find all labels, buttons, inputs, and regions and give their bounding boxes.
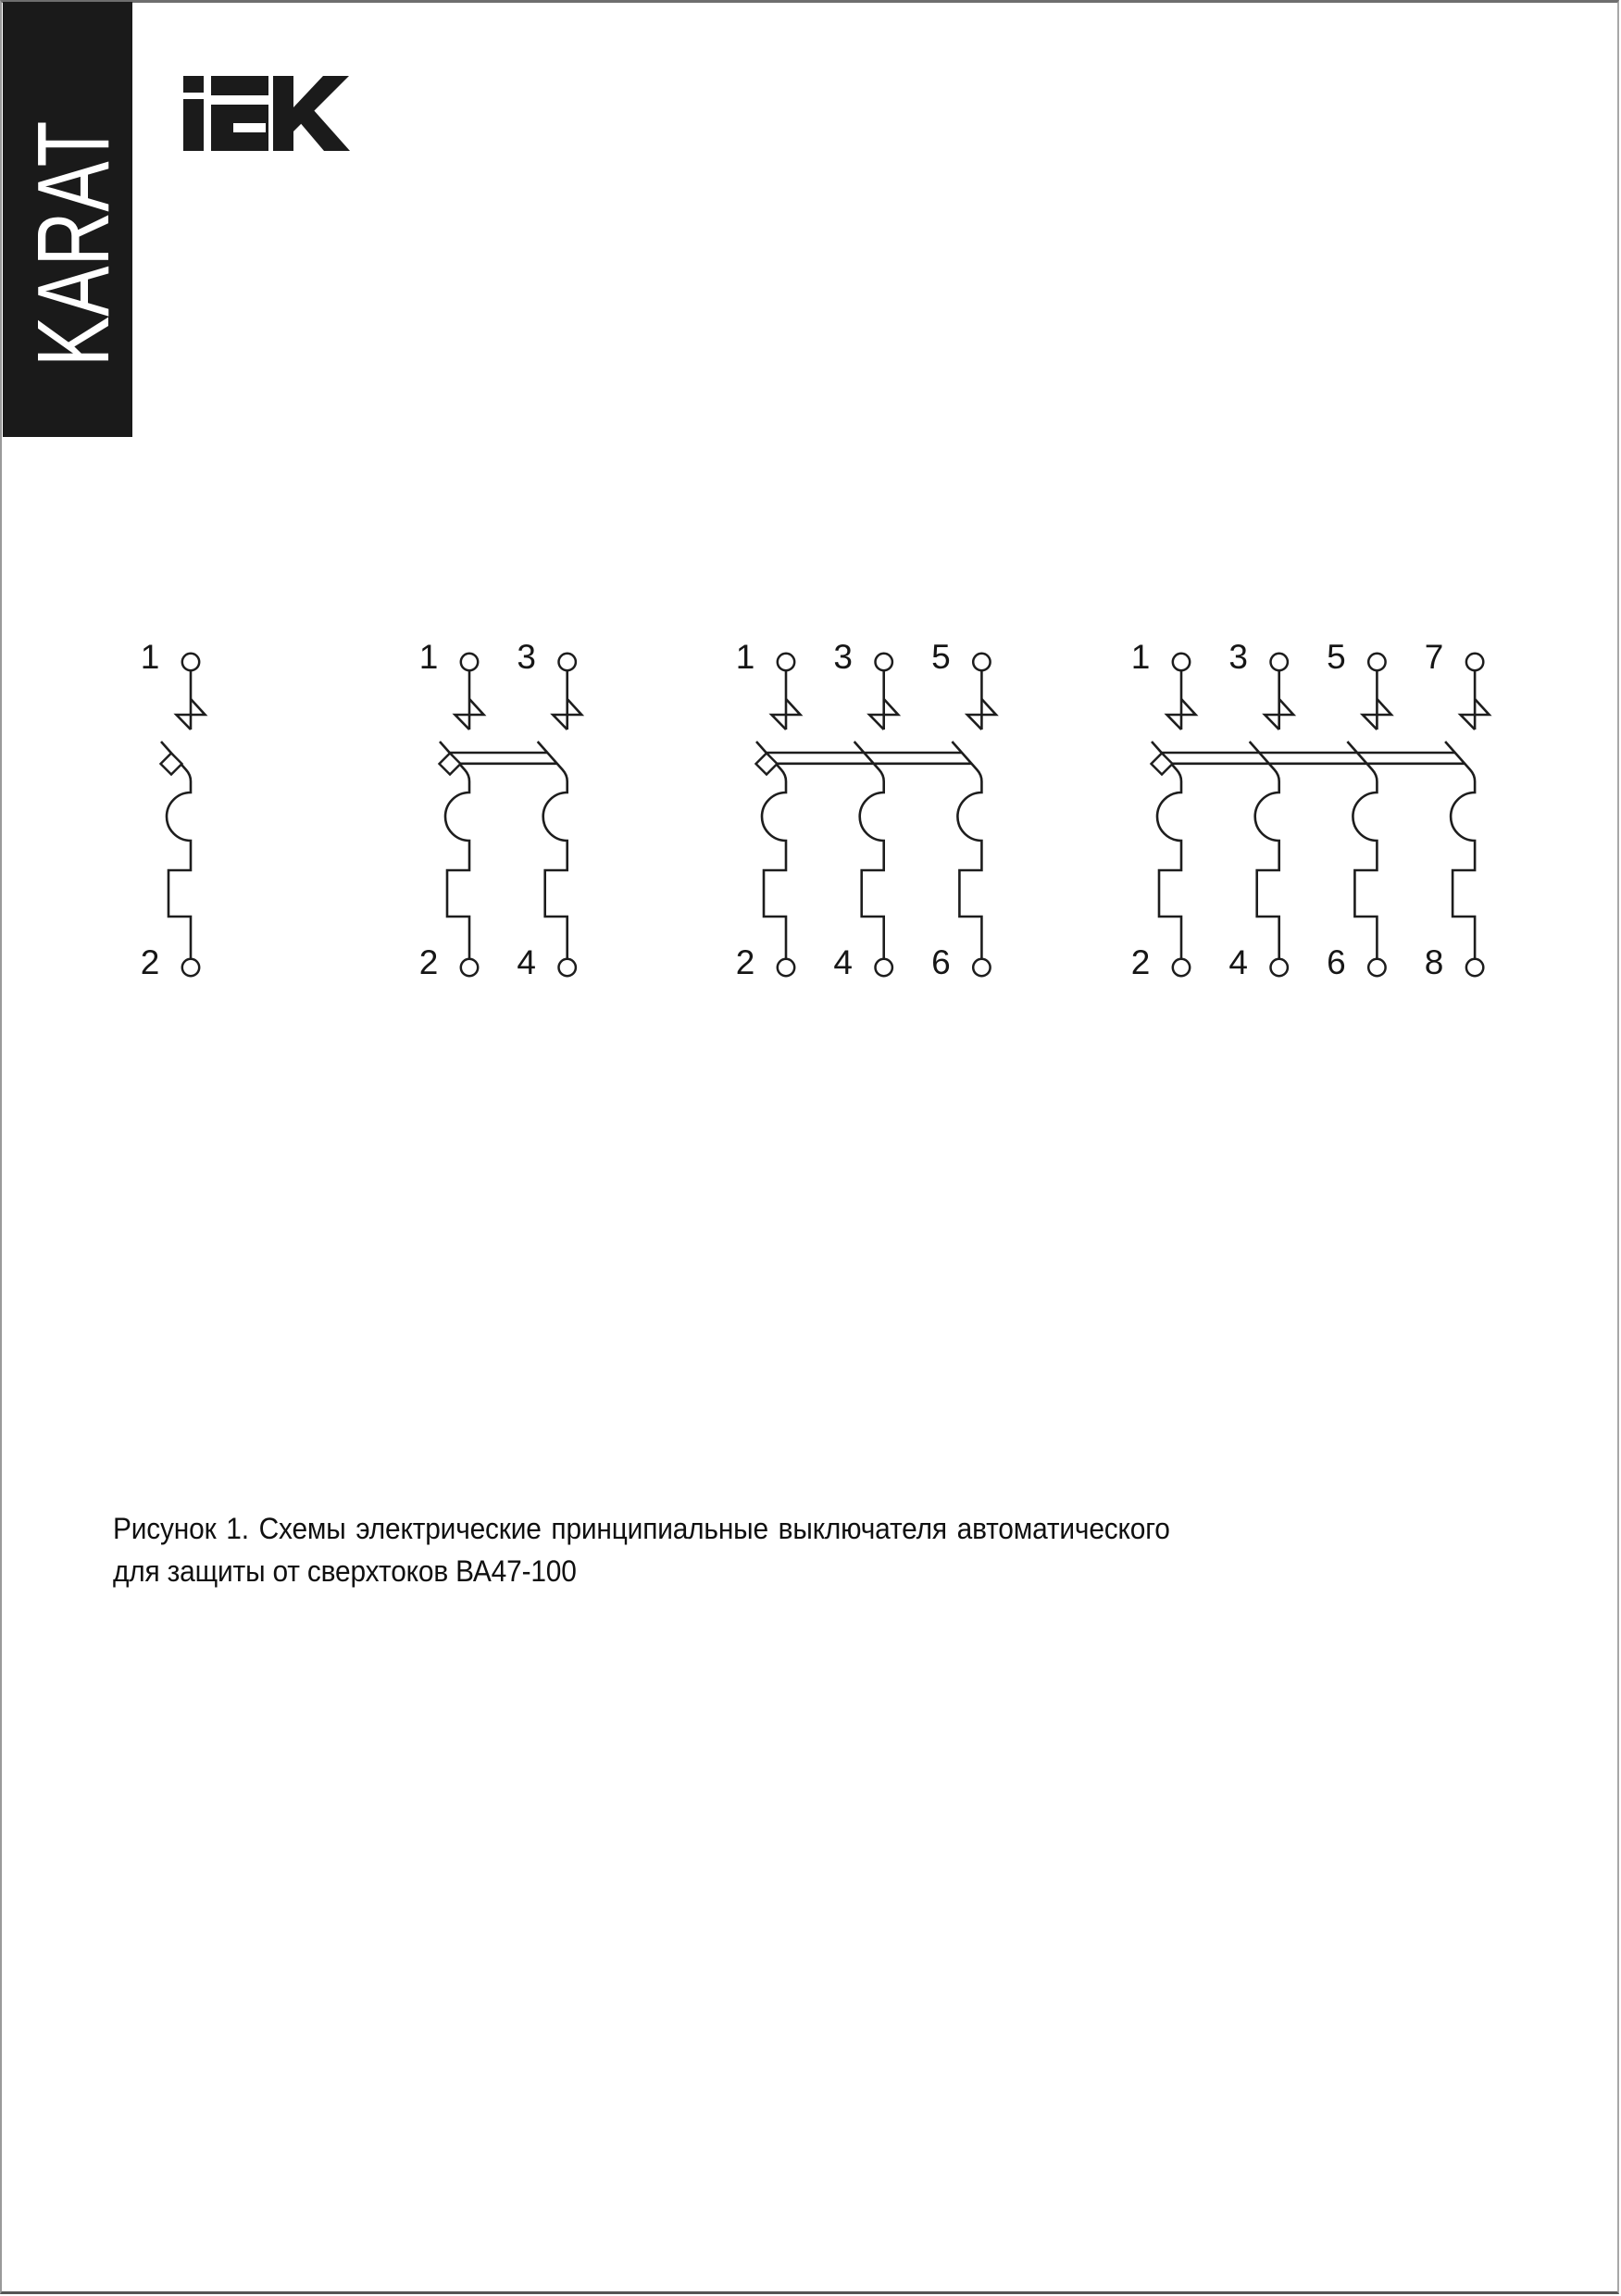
terminal-label-1: 1 — [1130, 638, 1151, 676]
breaker-function-square — [161, 754, 182, 775]
pole-3 — [931, 638, 996, 981]
diagram-3-pole — [736, 638, 996, 981]
pole-1 — [419, 638, 484, 981]
karat-banner-text: KARAT — [17, 120, 131, 367]
bottom-terminal-circle — [182, 959, 199, 976]
top-terminal-circle — [461, 654, 478, 670]
terminal-label-2: 2 — [418, 943, 439, 981]
iek-logo — [181, 72, 352, 156]
circuit-diagrams — [0, 574, 1621, 1037]
terminal-label-1: 1 — [735, 638, 755, 676]
terminal-label-7: 7 — [1424, 638, 1444, 676]
pole-4 — [1425, 638, 1490, 981]
contact-lever-and-release-body — [1250, 742, 1279, 959]
contact-lever-and-release-body — [756, 742, 786, 959]
pole-3 — [1327, 638, 1391, 981]
pole-2 — [1228, 638, 1293, 981]
figure-caption-line2: для защиты от сверхтоков ВА47-100 — [113, 1554, 577, 1588]
breaker-function-square — [440, 754, 461, 775]
top-terminal-circle — [559, 654, 576, 670]
terminal-label-2: 2 — [735, 943, 755, 981]
terminal-label-4: 4 — [833, 943, 853, 981]
top-terminal-circle — [1173, 654, 1190, 670]
figure-caption-line1: Рисунок 1. Схемы электрические принципиальные выключателя автоматического — [113, 1512, 1170, 1545]
contact-lever-and-release-body — [538, 742, 567, 959]
logo-letter-e-top-bar — [211, 76, 268, 95]
diagram-4-pole — [1131, 638, 1490, 981]
terminal-label-5: 5 — [1327, 638, 1346, 676]
pole-2 — [517, 638, 581, 981]
breaker-function-square — [1152, 754, 1173, 775]
terminal-label-1: 1 — [418, 638, 439, 676]
logo-letter-k-leg — [298, 109, 350, 151]
terminal-label-4: 4 — [517, 943, 536, 981]
contact-lever-and-release-body — [854, 742, 884, 959]
pole-2 — [833, 638, 898, 981]
terminal-label-1: 1 — [140, 638, 160, 676]
logo-letter-i-dot — [183, 76, 204, 93]
terminal-label-2: 2 — [140, 943, 160, 981]
logo-letter-i-stem — [183, 99, 204, 151]
logo-letter-e-slot — [233, 123, 266, 132]
figure-caption — [113, 1507, 1170, 1592]
bottom-terminal-circle — [559, 959, 576, 976]
bottom-terminal-circle — [461, 959, 478, 976]
terminal-label-6: 6 — [1327, 943, 1346, 981]
contact-lever-and-release-body — [440, 742, 469, 959]
diagram-1-pole — [141, 638, 206, 981]
contact-lever-and-release-body — [161, 742, 191, 959]
top-terminal-circle — [1368, 654, 1385, 670]
terminal-label-4: 4 — [1228, 943, 1248, 981]
contact-lever-and-release-body — [1347, 742, 1377, 959]
terminal-label-6: 6 — [931, 943, 951, 981]
terminal-label-5: 5 — [931, 638, 951, 676]
bottom-terminal-circle — [1173, 959, 1190, 976]
bottom-terminal-circle — [1368, 959, 1385, 976]
logo-letter-k-stem — [273, 76, 293, 151]
contact-lever-and-release-body — [952, 742, 981, 959]
top-terminal-circle — [876, 654, 892, 670]
bottom-terminal-circle — [876, 959, 892, 976]
bottom-terminal-circle — [1271, 959, 1288, 976]
top-terminal-circle — [973, 654, 990, 670]
terminal-label-3: 3 — [1228, 638, 1248, 676]
contact-lever-and-release-body — [1445, 742, 1475, 959]
bottom-terminal-circle — [973, 959, 990, 976]
top-terminal-circle — [1466, 654, 1483, 670]
top-terminal-circle — [1271, 654, 1288, 670]
breaker-function-square — [756, 754, 778, 775]
bottom-terminal-circle — [1466, 959, 1483, 976]
terminal-label-2: 2 — [1130, 943, 1151, 981]
contact-lever-and-release-body — [1152, 742, 1181, 959]
top-terminal-circle — [182, 654, 199, 670]
pole-1 — [141, 638, 206, 981]
bottom-terminal-circle — [778, 959, 794, 976]
karat-banner — [3, 2, 132, 437]
terminal-label-3: 3 — [833, 638, 853, 676]
terminal-label-3: 3 — [517, 638, 536, 676]
pole-1 — [1131, 638, 1196, 981]
top-terminal-circle — [778, 654, 794, 670]
terminal-label-8: 8 — [1424, 943, 1444, 981]
pole-1 — [736, 638, 801, 981]
diagram-2-pole — [419, 638, 581, 981]
